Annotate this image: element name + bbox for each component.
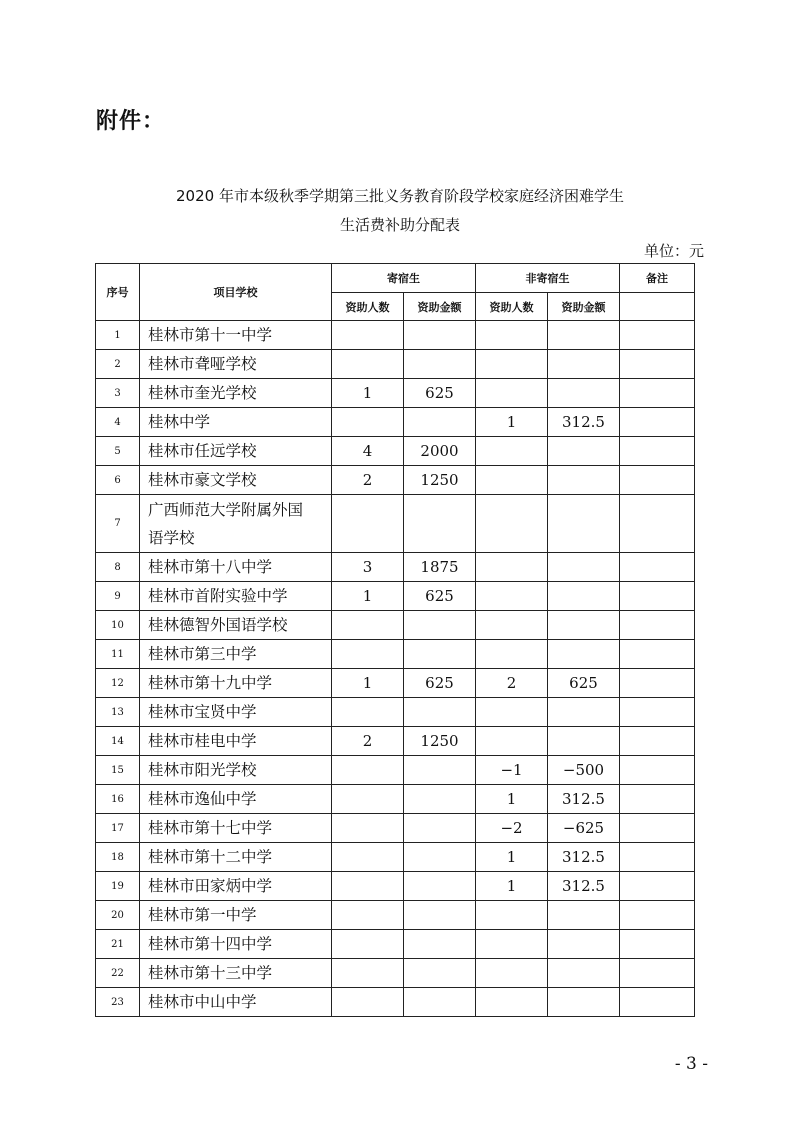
school-name: 桂林市第十七中学: [140, 814, 332, 843]
remark: [620, 379, 695, 408]
non-boarding-amount: [548, 437, 620, 466]
boarding-amount: [404, 988, 476, 1017]
non-boarding-count: −2: [476, 814, 548, 843]
school-name: 桂林市第十二中学: [140, 843, 332, 872]
boarding-amount: [404, 350, 476, 379]
row-number: 21: [96, 930, 140, 959]
row-number: 12: [96, 669, 140, 698]
non-boarding-amount: 312.5: [548, 872, 620, 901]
page-number: - 3 -: [674, 1054, 708, 1074]
table-row: [96, 872, 695, 901]
boarding-count: 3: [332, 553, 404, 582]
boarding-count: [332, 408, 404, 437]
table-row: [96, 640, 695, 669]
remark: [620, 814, 695, 843]
boarding-amount: [404, 901, 476, 930]
non-boarding-count: 1: [476, 872, 548, 901]
header-non-boarding-count: 资助人数: [476, 293, 548, 321]
boarding-count: [332, 959, 404, 988]
non-boarding-count: [476, 553, 548, 582]
boarding-amount: [404, 930, 476, 959]
non-boarding-count: [476, 437, 548, 466]
boarding-count: [332, 785, 404, 814]
school-name: 桂林市豪文学校: [140, 466, 332, 495]
remark: [620, 582, 695, 611]
school-name: 桂林德智外国语学校: [140, 611, 332, 640]
non-boarding-count: −1: [476, 756, 548, 785]
boarding-amount: [404, 872, 476, 901]
table-row: [96, 814, 695, 843]
non-boarding-amount: 312.5: [548, 785, 620, 814]
school-name: 桂林市第十四中学: [140, 930, 332, 959]
row-number: 17: [96, 814, 140, 843]
non-boarding-amount: −500: [548, 756, 620, 785]
table-row: [96, 553, 695, 582]
boarding-amount: [404, 611, 476, 640]
boarding-count: 1: [332, 669, 404, 698]
remark: [620, 466, 695, 495]
non-boarding-amount: 312.5: [548, 843, 620, 872]
remark: [620, 350, 695, 379]
row-number: 16: [96, 785, 140, 814]
school-name: 桂林市奎光学校: [140, 379, 332, 408]
table-row: [96, 930, 695, 959]
row-number: 15: [96, 756, 140, 785]
non-boarding-count: [476, 959, 548, 988]
table-row: [96, 727, 695, 756]
non-boarding-amount: [548, 321, 620, 350]
table-row: [96, 321, 695, 350]
non-boarding-amount: [548, 901, 620, 930]
row-number: 6: [96, 466, 140, 495]
unit-label: 单位：元: [643, 242, 704, 260]
boarding-count: [332, 814, 404, 843]
remark: [620, 930, 695, 959]
school-name: 桂林市第一中学: [140, 901, 332, 930]
boarding-amount: [404, 814, 476, 843]
boarding-amount: 625: [404, 669, 476, 698]
boarding-amount: [404, 698, 476, 727]
remark: [620, 611, 695, 640]
non-boarding-count: 2: [476, 669, 548, 698]
row-number: 5: [96, 437, 140, 466]
document-title-line2: 生活费补助分配表: [339, 216, 460, 234]
boarding-count: [332, 495, 404, 553]
school-name: 桂林市田家炳中学: [140, 872, 332, 901]
row-number: 8: [96, 553, 140, 582]
non-boarding-amount: [548, 640, 620, 669]
boarding-amount: 1875: [404, 553, 476, 582]
non-boarding-count: 1: [476, 785, 548, 814]
remark: [620, 785, 695, 814]
remark: [620, 437, 695, 466]
school-name: 桂林市第三中学: [140, 640, 332, 669]
remark: [620, 321, 695, 350]
table-row: [96, 582, 695, 611]
boarding-count: [332, 872, 404, 901]
table-row: [96, 466, 695, 495]
boarding-amount: 2000: [404, 437, 476, 466]
non-boarding-amount: [548, 495, 620, 553]
school-name: 桂林市中山中学: [140, 988, 332, 1017]
boarding-count: [332, 640, 404, 669]
boarding-amount: [404, 640, 476, 669]
boarding-count: [332, 930, 404, 959]
school-name: 桂林市首附实验中学: [140, 582, 332, 611]
non-boarding-count: [476, 640, 548, 669]
boarding-amount: [404, 843, 476, 872]
remark: [620, 553, 695, 582]
non-boarding-amount: [548, 553, 620, 582]
header-boarding: 寄宿生: [332, 264, 476, 293]
row-number: 2: [96, 350, 140, 379]
table-row: [96, 988, 695, 1017]
boarding-amount: [404, 408, 476, 437]
table-row: [96, 350, 695, 379]
non-boarding-amount: 625: [548, 669, 620, 698]
table-row: [96, 959, 695, 988]
non-boarding-count: [476, 495, 548, 553]
table-row: [96, 495, 695, 553]
remark: [620, 640, 695, 669]
row-number: 13: [96, 698, 140, 727]
school-name: [140, 495, 332, 553]
header-seq: 序号: [96, 264, 140, 321]
non-boarding-count: [476, 930, 548, 959]
non-boarding-amount: [548, 930, 620, 959]
school-name-line1: 广西师范大学附属外国: [148, 500, 304, 519]
boarding-amount: [404, 756, 476, 785]
remark: [620, 495, 695, 553]
non-boarding-count: [476, 582, 548, 611]
school-name: 桂林市逸仙中学: [140, 785, 332, 814]
remark: [620, 756, 695, 785]
boarding-count: [332, 611, 404, 640]
boarding-count: [332, 843, 404, 872]
table-row: [96, 901, 695, 930]
non-boarding-amount: [548, 959, 620, 988]
boarding-count: [332, 756, 404, 785]
row-number: 4: [96, 408, 140, 437]
boarding-count: [332, 321, 404, 350]
remark: [620, 698, 695, 727]
school-name-line2: 语学校: [148, 528, 195, 547]
school-name: 桂林市阳光学校: [140, 756, 332, 785]
header-non-boarding-amount: 资助金额: [548, 293, 620, 321]
non-boarding-amount: [548, 466, 620, 495]
boarding-count: 2: [332, 727, 404, 756]
non-boarding-count: [476, 901, 548, 930]
school-name: 桂林市桂电中学: [140, 727, 332, 756]
non-boarding-amount: [548, 611, 620, 640]
non-boarding-amount: −625: [548, 814, 620, 843]
non-boarding-amount: [548, 988, 620, 1017]
non-boarding-count: [476, 321, 548, 350]
header-school: 项目学校: [140, 264, 332, 321]
school-name: 桂林市宝贤中学: [140, 698, 332, 727]
school-name: 桂林市第十一中学: [140, 321, 332, 350]
school-name: 桂林市第十三中学: [140, 959, 332, 988]
non-boarding-count: [476, 466, 548, 495]
school-name: 桂林市第十八中学: [140, 553, 332, 582]
row-number: 20: [96, 901, 140, 930]
boarding-count: [332, 350, 404, 379]
boarding-count: 2: [332, 466, 404, 495]
table-row: [96, 756, 695, 785]
boarding-count: [332, 988, 404, 1017]
table-row: [96, 843, 695, 872]
boarding-count: [332, 698, 404, 727]
non-boarding-amount: [548, 698, 620, 727]
row-number: 23: [96, 988, 140, 1017]
non-boarding-count: 1: [476, 843, 548, 872]
remark: [620, 727, 695, 756]
row-number: 19: [96, 872, 140, 901]
row-number: 11: [96, 640, 140, 669]
remark: [620, 872, 695, 901]
header-remark: 备注: [620, 264, 695, 293]
non-boarding-count: 1: [476, 408, 548, 437]
non-boarding-count: [476, 379, 548, 408]
non-boarding-count: [476, 350, 548, 379]
attachment-label: 附件：: [96, 109, 166, 134]
school-name: 桂林市聋哑学校: [140, 350, 332, 379]
table-row: [96, 698, 695, 727]
boarding-amount: 1250: [404, 727, 476, 756]
remark: [620, 408, 695, 437]
table-row: [96, 379, 695, 408]
table-row: [96, 408, 695, 437]
boarding-count: 4: [332, 437, 404, 466]
header-boarding-amount: 资助金额: [404, 293, 476, 321]
non-boarding-amount: [548, 727, 620, 756]
boarding-amount: 1250: [404, 466, 476, 495]
document-title-line1: 2020 年市本级秋季学期第三批义务教育阶段学校家庭经济困难学生: [176, 187, 624, 205]
non-boarding-amount: [548, 350, 620, 379]
school-name: 桂林中学: [140, 408, 332, 437]
boarding-amount: 625: [404, 379, 476, 408]
remark: [620, 988, 695, 1017]
table-row: [96, 437, 695, 466]
header-remark-blank: [620, 293, 695, 321]
school-name: 桂林市任远学校: [140, 437, 332, 466]
table-row: [96, 669, 695, 698]
boarding-amount: 625: [404, 582, 476, 611]
row-number: 18: [96, 843, 140, 872]
non-boarding-count: [476, 727, 548, 756]
non-boarding-amount: [548, 582, 620, 611]
table-row: [96, 785, 695, 814]
row-number: 3: [96, 379, 140, 408]
boarding-amount: [404, 495, 476, 553]
boarding-count: 1: [332, 379, 404, 408]
boarding-amount: [404, 321, 476, 350]
remark: [620, 669, 695, 698]
non-boarding-count: [476, 698, 548, 727]
remark: [620, 901, 695, 930]
non-boarding-count: [476, 611, 548, 640]
header-non-boarding: 非寄宿生: [476, 264, 620, 293]
header-boarding-count: 资助人数: [332, 293, 404, 321]
row-number: 14: [96, 727, 140, 756]
boarding-count: [332, 901, 404, 930]
boarding-count: 1: [332, 582, 404, 611]
row-number: 9: [96, 582, 140, 611]
remark: [620, 843, 695, 872]
non-boarding-amount: [548, 379, 620, 408]
non-boarding-amount: 312.5: [548, 408, 620, 437]
row-number: 22: [96, 959, 140, 988]
row-number: 7: [96, 495, 140, 553]
subsidy-table: [95, 263, 695, 1017]
row-number: 10: [96, 611, 140, 640]
boarding-amount: [404, 785, 476, 814]
non-boarding-count: [476, 988, 548, 1017]
table-row: [96, 611, 695, 640]
remark: [620, 959, 695, 988]
school-name: 桂林市第十九中学: [140, 669, 332, 698]
boarding-amount: [404, 959, 476, 988]
row-number: 1: [96, 321, 140, 350]
